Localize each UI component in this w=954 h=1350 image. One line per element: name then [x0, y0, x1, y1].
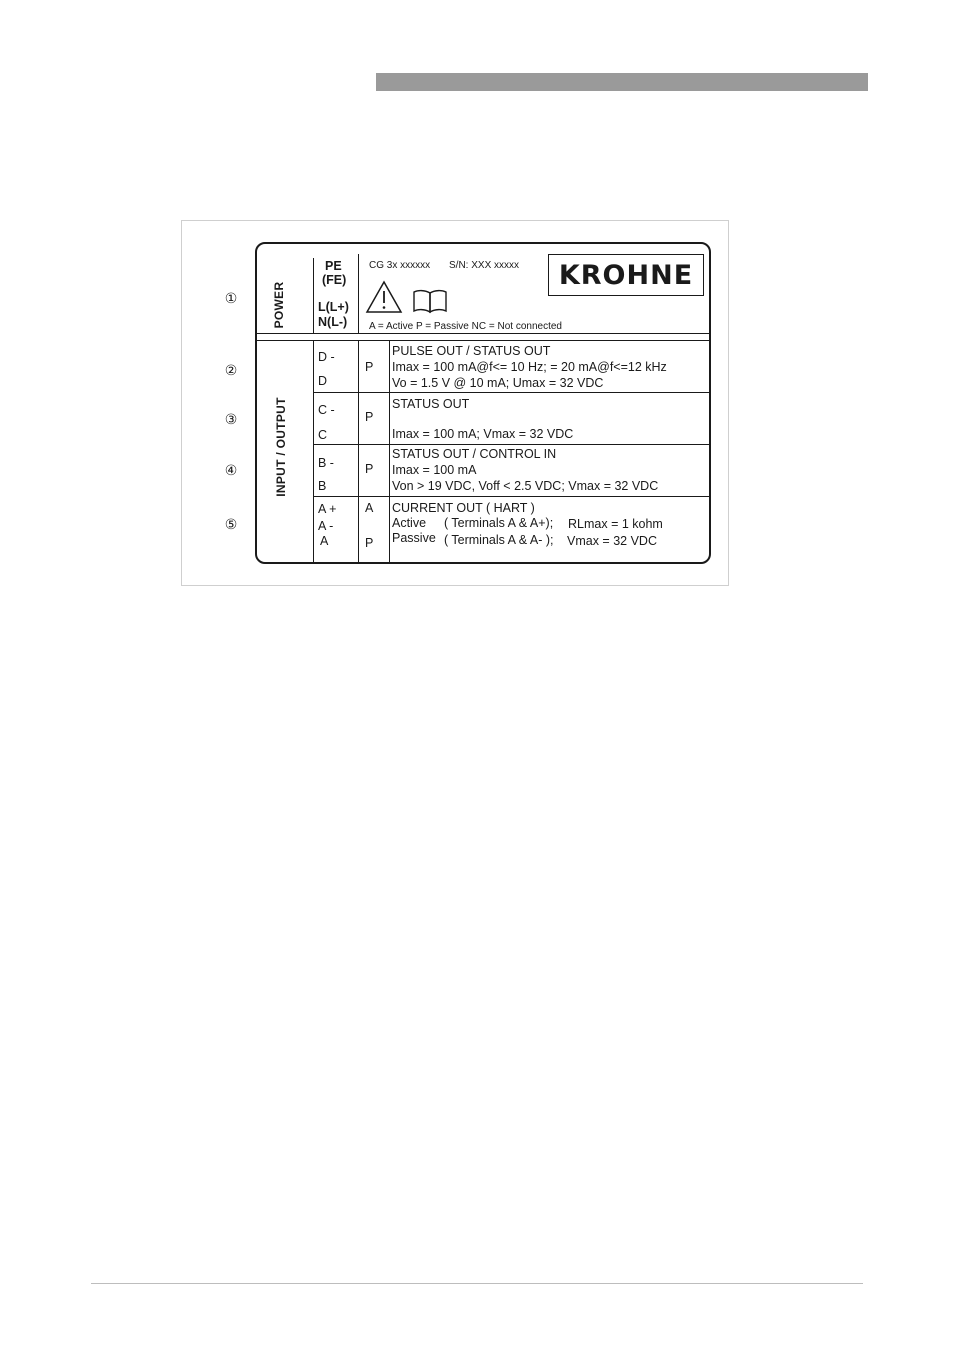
marker-2: ②: [224, 362, 238, 378]
row-a-active-value: RLmax = 1 kohm: [568, 517, 663, 531]
row-c-title: STATUS OUT: [392, 397, 470, 411]
row-d-line1: Imax = 100 mA@f<= 10 Hz; = 20 mA@f<=12 kHz: [392, 360, 667, 374]
row-b-title: STATUS OUT / CONTROL IN: [392, 447, 557, 461]
terminal-b-minus: B -: [318, 456, 334, 470]
row-b-line2: Von > 19 VDC, Voff < 2.5 VDC; Vmax = 32 VDC: [392, 479, 659, 493]
divider-row-2: [313, 444, 709, 445]
manual-book-icon: [412, 288, 448, 314]
power-vline: [313, 258, 314, 333]
terminal-n: N(L-): [318, 315, 348, 329]
row-b-line1: Imax = 100 mA: [392, 463, 477, 477]
divider-power-2: [257, 340, 709, 341]
row-a-passive-value: Vmax = 32 VDC: [567, 534, 657, 548]
row-a-active-detail: ( Terminals A & A+);: [444, 516, 554, 530]
terminal-a-minus: A -: [318, 519, 334, 533]
row-a-active: Active: [392, 516, 427, 530]
row-d-title: PULSE OUT / STATUS OUT: [392, 344, 551, 358]
marker-4: ④: [224, 462, 238, 478]
divider-row-1: [313, 392, 709, 393]
krohne-logo: KROHNE: [548, 254, 704, 296]
serial-number: S/N: XXX xxxxx: [449, 260, 520, 271]
terminal-c: C: [318, 428, 328, 442]
io-vline-2: [358, 340, 359, 562]
terminal-a: A: [320, 534, 329, 548]
terminal-a-plus: A +: [318, 502, 337, 516]
power-section-label: POWER: [272, 281, 286, 329]
terminal-l: L(L+): [318, 300, 349, 314]
mode-a-passive: P: [365, 536, 374, 550]
io-vline-1: [313, 340, 314, 562]
footer-line: [91, 1283, 863, 1284]
terminal-c-minus: C -: [318, 403, 335, 417]
nameplate-label: [255, 242, 711, 564]
legend-text: A = Active P = Passive NC = Not connected: [369, 321, 562, 332]
terminal-d-minus: D -: [318, 350, 335, 364]
row-c-line2: Imax = 100 mA; Vmax = 32 VDC: [392, 427, 574, 441]
io-vline-3: [389, 340, 390, 562]
terminal-fe: (FE): [322, 273, 347, 287]
mode-c: P: [365, 410, 374, 424]
row-a-passive: Passive: [392, 531, 436, 545]
model-number: CG 3x xxxxxx: [369, 260, 431, 271]
header-bar: [376, 73, 868, 91]
terminal-pe: PE: [325, 259, 342, 273]
power-vline-2: [358, 254, 359, 333]
row-a-passive-detail: ( Terminals A & A- );: [444, 533, 554, 547]
mode-b: P: [365, 462, 374, 476]
marker-1: ①: [224, 290, 238, 306]
io-section-label: INPUT / OUTPUT: [274, 397, 288, 497]
mode-d: P: [365, 360, 374, 374]
row-a-title: CURRENT OUT ( HART ): [392, 501, 535, 515]
terminal-d: D: [318, 374, 328, 388]
terminal-b: B: [318, 479, 327, 493]
marker-5: ⑤: [224, 516, 238, 532]
warning-triangle-icon: [365, 280, 403, 314]
mode-a-active: A: [365, 501, 374, 515]
divider-row-3: [313, 496, 709, 497]
marker-3: ③: [224, 411, 238, 427]
row-d-line2: Vo = 1.5 V @ 10 mA; Umax = 32 VDC: [392, 376, 604, 390]
